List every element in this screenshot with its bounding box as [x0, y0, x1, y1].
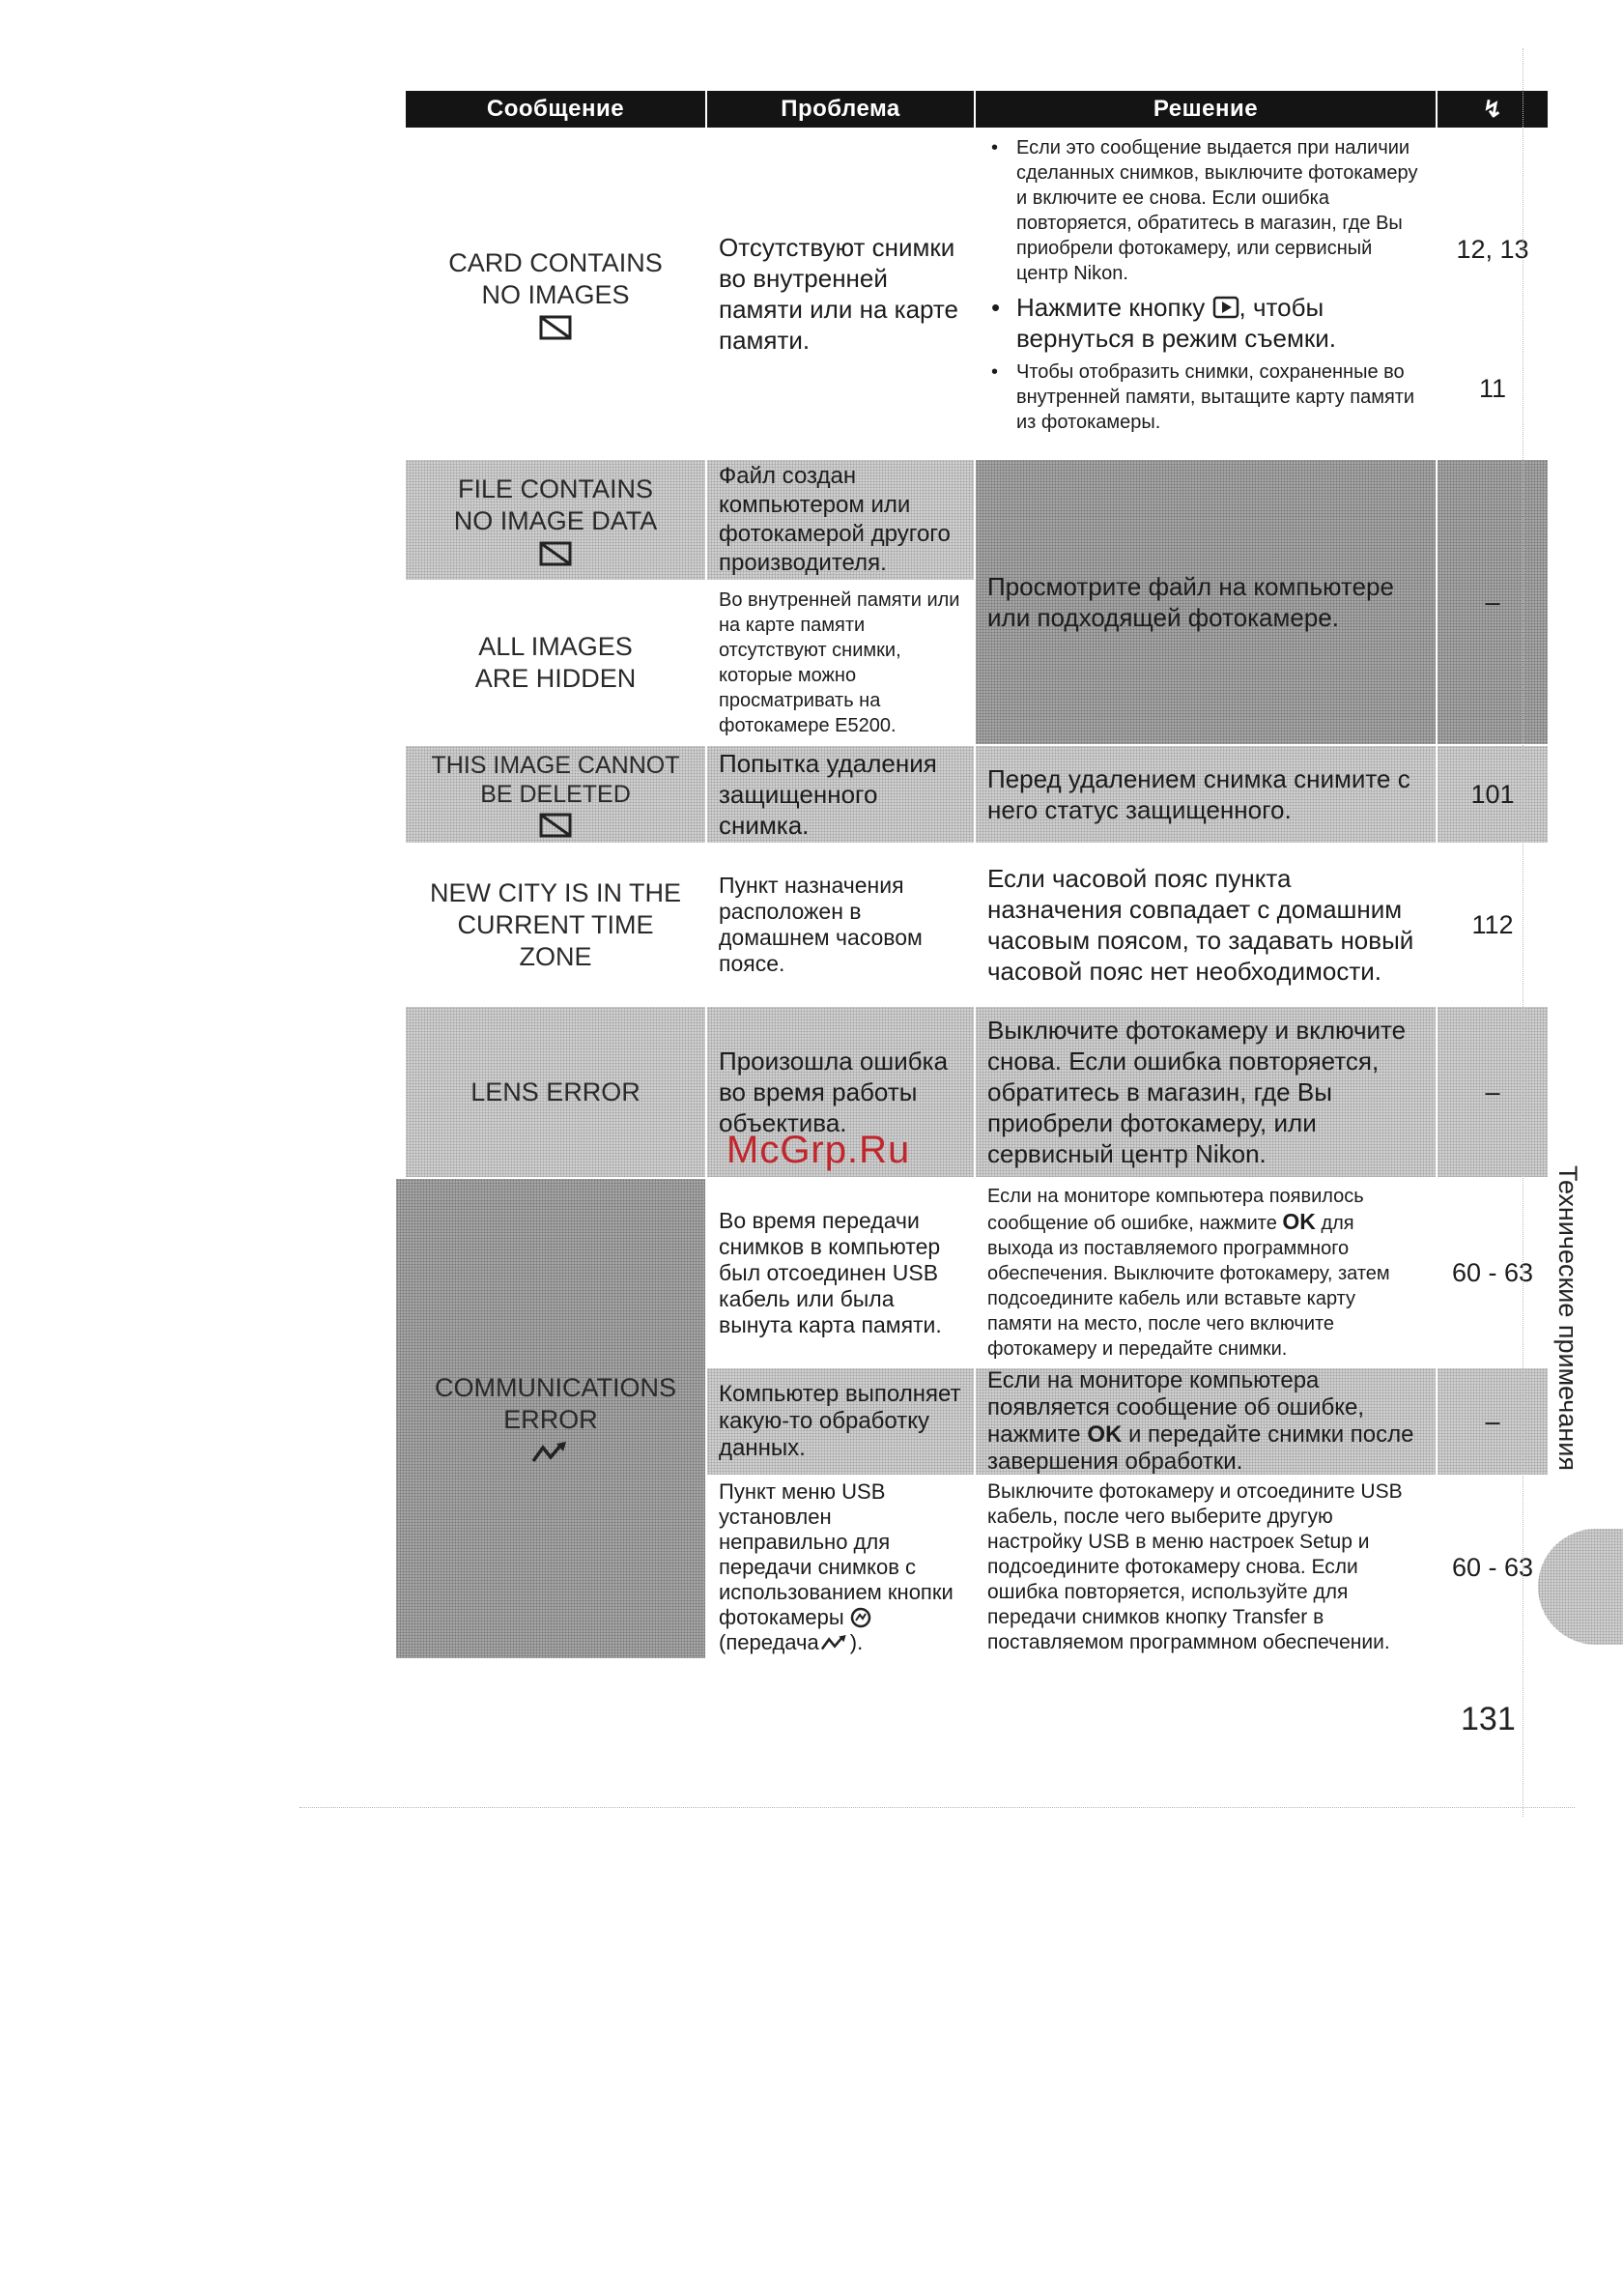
message-card-contains-no-images: CARD CONTAINS NO IMAGES: [406, 129, 705, 458]
side-tab-marker: [1538, 1529, 1623, 1645]
header-problem: Проблема: [707, 91, 974, 128]
solution-lens-error: Выключите фотокамеру и включите снова. Если ошибка повторяется, обратитесь в магазин, где Вы приобрели фотокамеру, или сервисный центр Nikon.: [976, 1007, 1436, 1177]
playback-button-icon: [1212, 296, 1239, 319]
page-ref: –: [1438, 1368, 1548, 1475]
page-edge-line: [299, 1807, 1575, 1809]
problem-file-contains-no-image-data: Файл создан компьютером или фотокамерой другого производителя.: [707, 460, 974, 580]
message-communications-error: COMMUNICATIONS ERROR: [396, 1179, 705, 1658]
ok-button-label: OK: [1282, 1209, 1316, 1234]
no-image-icon: [539, 813, 572, 838]
page-edge-line: [1523, 48, 1524, 1817]
transfer-icon: [529, 1440, 572, 1465]
page-ref: 60 - 63: [1451, 1552, 1534, 1582]
page-ref: 60 - 63: [1451, 1257, 1534, 1287]
page-ref: 112: [1471, 909, 1514, 939]
message-new-city-current-time-zone: NEW CITY IS IN THE CURRENT TIME ZONE: [429, 877, 682, 971]
problem-new-city-current-time-zone: Пункт назначения расположен в домашнем часовом поясе.: [719, 873, 923, 976]
problem-usb-setting: Пункт меню USB установлен неправильно для передачи снимков с использованием кнопки фотокамеры (передача ).: [719, 1479, 954, 1654]
problem-image-cannot-be-deleted: Попытка удаления защищенного снимка.: [707, 746, 974, 843]
page-ref: –: [1438, 1007, 1548, 1177]
problem-lens-error: Произошла ошибка во время работы объектива.: [707, 1007, 974, 1177]
header-solution: Решение: [976, 91, 1436, 128]
no-image-icon: [539, 541, 572, 566]
problem-all-images-are-hidden: Во внутренней памяти или на карте памяти отсутствуют снимки, которые можно просматривать на фотокамере E5200.: [719, 589, 960, 736]
page-ref: 11: [1478, 373, 1507, 403]
transfer-icon: [819, 1633, 850, 1652]
solution-usb-disconnected: Если на мониторе компьютера появилось сообщение об ошибке, нажмите OK для выхода из поставляемого программного обеспечения. Выключите фотокамеру, затем подсоедините кабель или вставьте карту памяти на место, после чего включите фотокамеру и передайте снимки.: [987, 1186, 1390, 1360]
solution-usb-setting: Выключите фотокамеру и отсоедините USB кабель, после чего выберите другую настройку USB в меню настроек Setup и подсоедините фотокамеру снова. Если ошибка повторяется, используйте для передачи снимков кнопку Transfer в поставляемом программном обеспечении.: [987, 1480, 1403, 1653]
solution-new-city-current-time-zone: Если часовой пояс пункта назначения совпадает с домашним часовым поясом, то задавать новый часовой пояс нет необходимости.: [987, 864, 1414, 986]
watermark: McGrp.Ru: [726, 1129, 911, 1171]
page-ref: 101: [1438, 746, 1548, 843]
message-all-images-are-hidden: ALL IMAGES ARE HIDDEN: [474, 632, 637, 693]
page-ref: –: [1438, 460, 1548, 744]
ok-button-label: OK: [1087, 1421, 1123, 1448]
page-number: 131: [1461, 1701, 1516, 1737]
solution-bullet: • Если это сообщение выдается при наличии сделанных снимков, выключите фотокамеру и включите ее снова. Если ошибка повторяется, обратитесь в магазин, где Вы приобрели фотокамеру, или сервисный центр Nikon.: [987, 135, 1422, 286]
message-image-cannot-be-deleted: THIS IMAGE CANNOT BE DELETED: [406, 746, 705, 843]
problem-computer-busy: Компьютер выполняет какую-то обработку данных.: [707, 1368, 974, 1475]
transfer-button-icon: [850, 1607, 871, 1628]
page-ref: 12, 13: [1456, 234, 1529, 264]
no-image-icon: [539, 315, 572, 340]
solution-computer-busy: Если на мониторе компьютера появляется сообщение об ошибке, нажмите OK и передайте снимки после завершения обработки.: [976, 1368, 1436, 1475]
problem-usb-disconnected: Во время передачи снимков в компьютер был отсоединен USB кабель или была вынута карта памяти.: [719, 1207, 942, 1337]
solution-bullet: • Нажмите кнопку , чтобы вернуться в режим съемки.: [987, 292, 1422, 354]
problem-card-contains-no-images: Отсутствуют снимки во внутренней памяти или на карте памяти.: [719, 233, 959, 355]
message-lens-error: LENS ERROR: [406, 1007, 705, 1177]
solution-card-contains-no-images: [976, 129, 1436, 458]
header-page: ↯: [1438, 91, 1548, 128]
message-file-contains-no-image-data: FILE CONTAINS NO IMAGE DATA: [406, 460, 705, 580]
side-section-label: Технические примечания: [1553, 1165, 1582, 1471]
solution-view-file-on-computer: Просмотрите файл на компьютере или подходящей фотокамере.: [976, 460, 1436, 744]
header-message: Сообщение: [406, 91, 705, 128]
solution-bullet: • Чтобы отобразить снимки, сохраненные во внутренней памяти, вытащите карту памяти из фотокамеры.: [987, 359, 1422, 435]
solution-image-cannot-be-deleted: Перед удалением снимка снимите с него статус защищенного.: [976, 746, 1436, 843]
